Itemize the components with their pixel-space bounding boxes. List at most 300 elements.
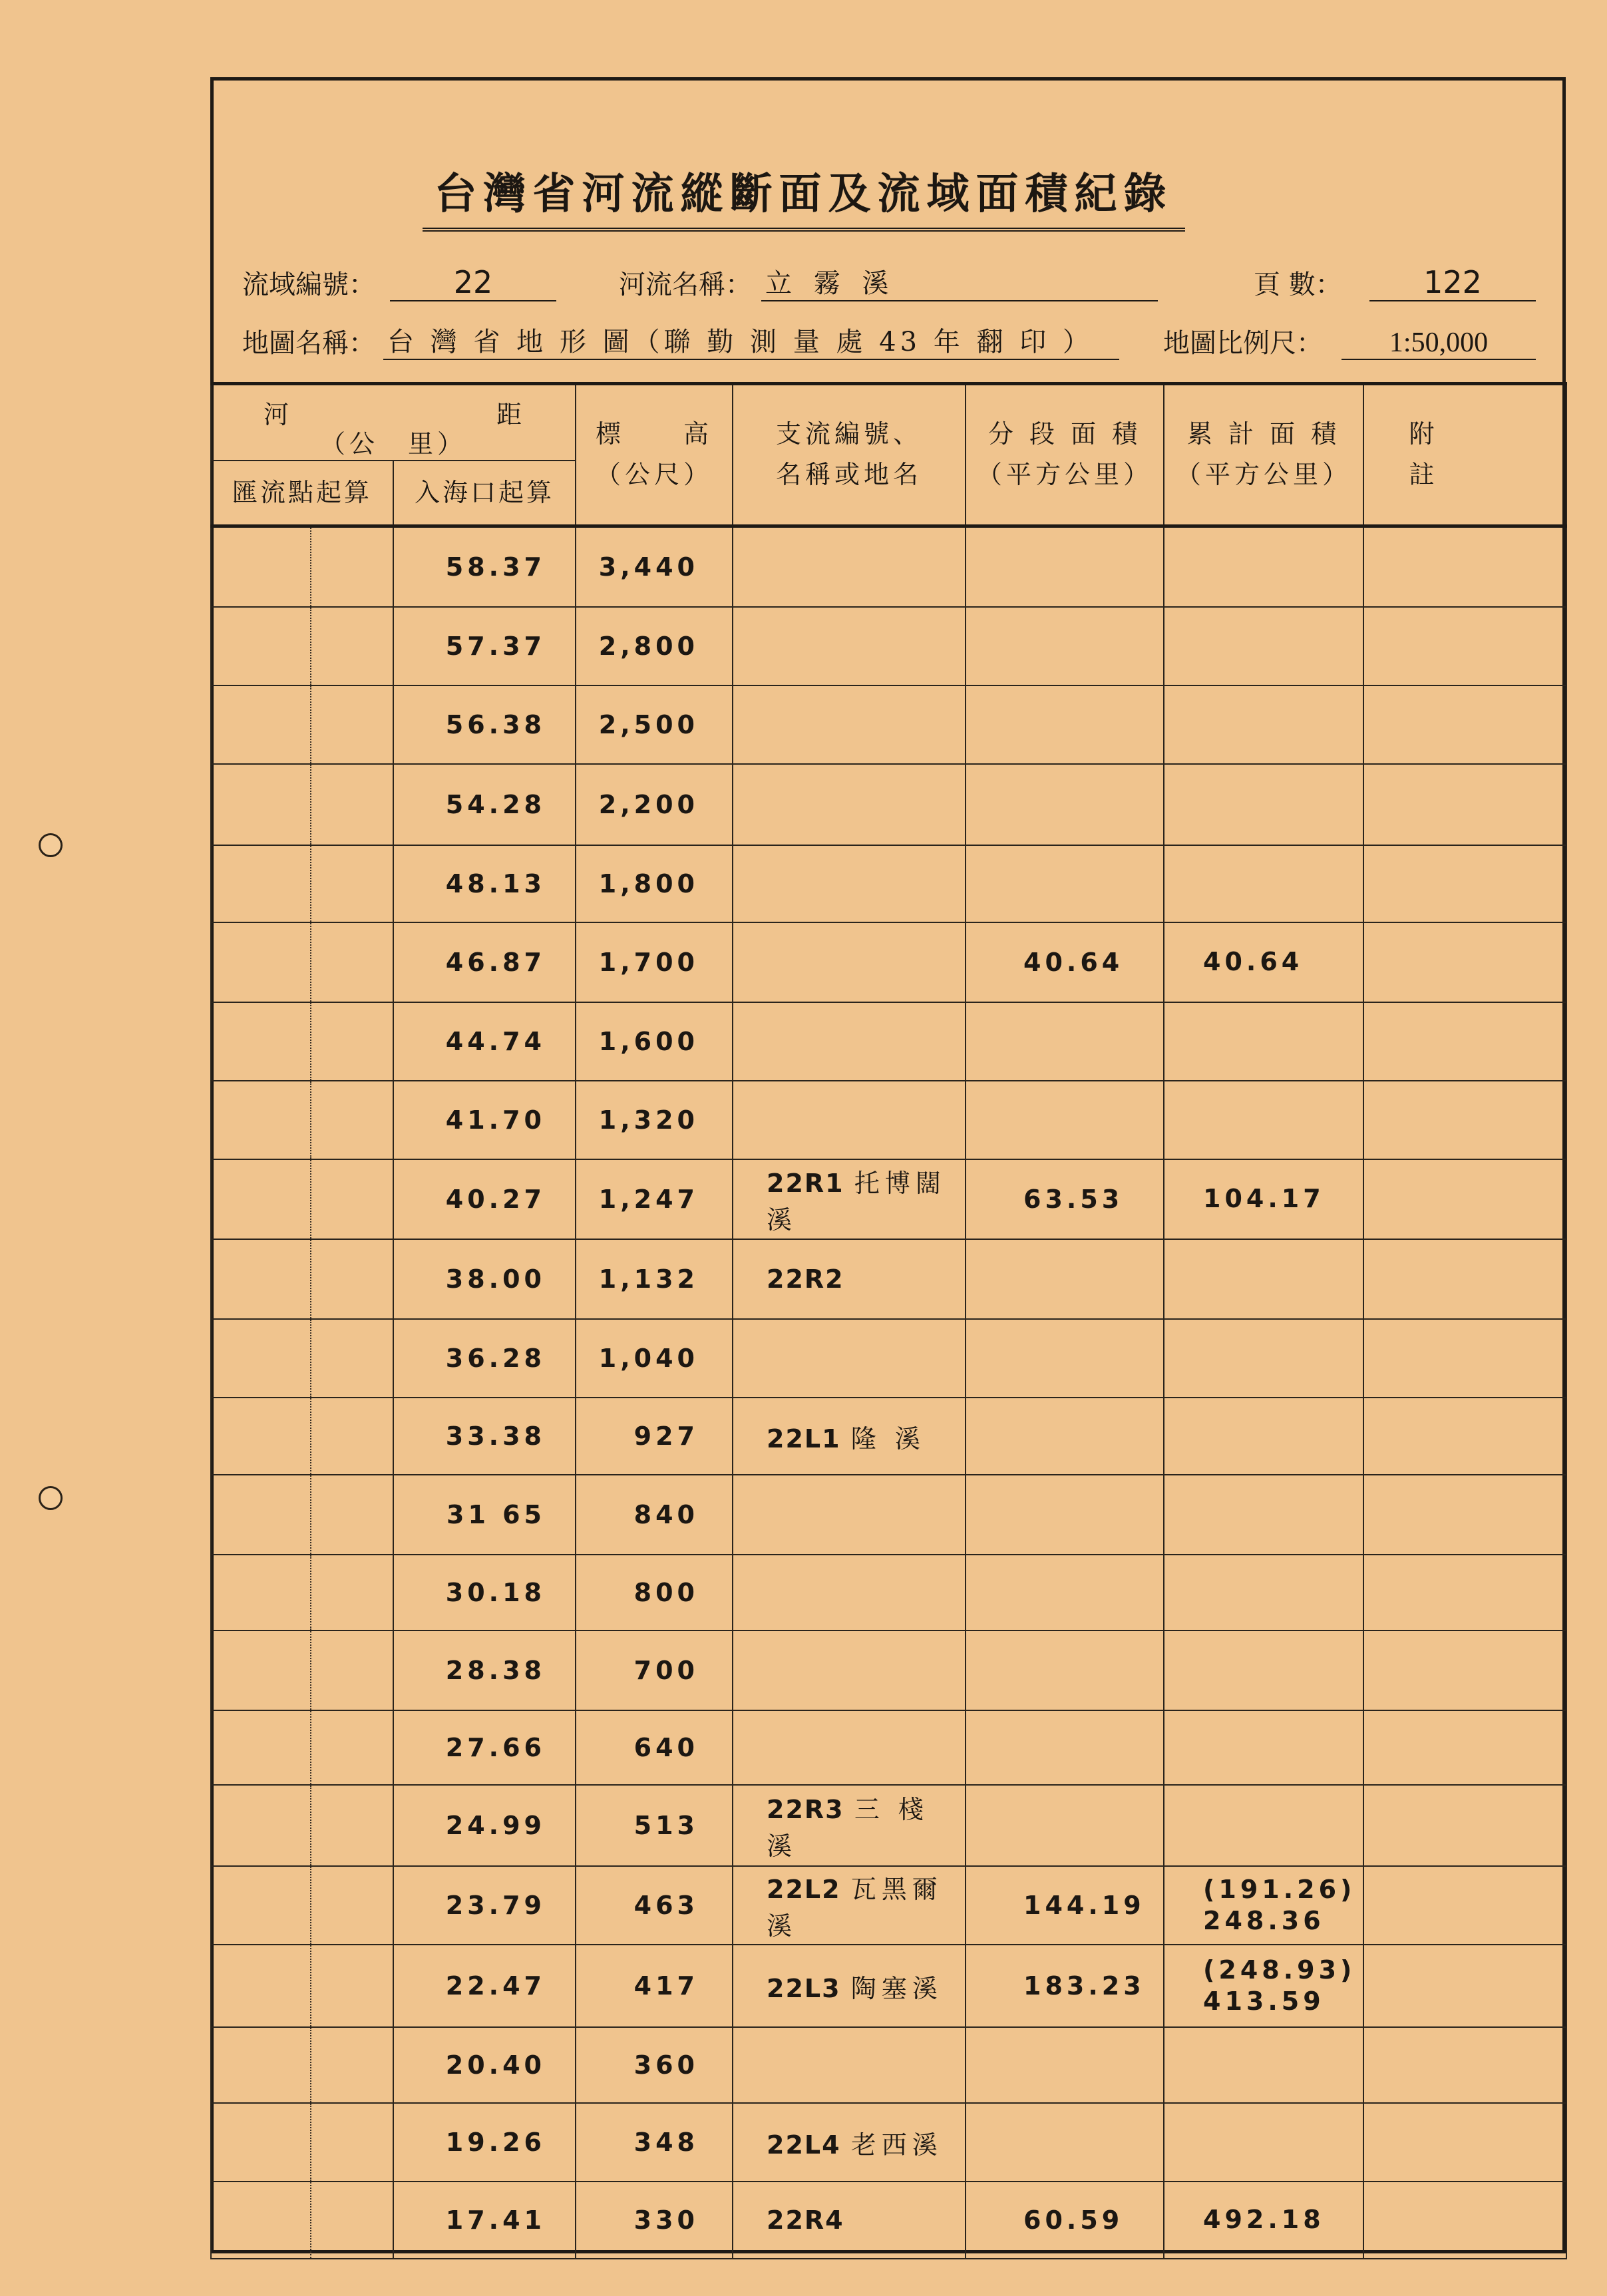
confluence-distance-decimal-cell <box>311 2182 393 2259</box>
confluence-distance-cell <box>211 1945 311 2027</box>
cumulative-area-cell <box>1164 1398 1363 1475</box>
mouth-distance-cell <box>393 2027 576 2103</box>
table-row <box>211 1630 1566 1710</box>
cumulative-area-header-label: 累 計 面 積 <box>1186 419 1341 449</box>
mouth-distance-cell <box>393 1475 576 1555</box>
confluence-distance-decimal-cell <box>311 1630 393 1710</box>
segment-area-cell <box>966 607 1164 685</box>
table-row <box>211 526 1566 607</box>
remarks-cell <box>1363 1475 1566 1555</box>
cumulative-area-cell <box>1164 1945 1363 2027</box>
cumulative-area-cell <box>1164 1475 1363 1555</box>
mouth-distance-value: 27.66 <box>445 1733 546 1762</box>
confluence-distance-cell <box>211 922 311 1002</box>
tributary-cell <box>733 845 966 922</box>
tributary-cell <box>733 1555 966 1630</box>
confluence-distance-decimal-cell <box>311 1159 393 1239</box>
confluence-distance-decimal-cell <box>311 1555 393 1630</box>
confluence-distance-cell <box>211 2182 311 2259</box>
segment-area-value: 60.59 <box>1023 2205 1124 2235</box>
table-row <box>211 1475 1566 1555</box>
basin-no-label: 流域編號： <box>242 270 375 300</box>
elevation-value: 927 <box>633 1422 699 1451</box>
confluence-distance-decimal-cell <box>311 1081 393 1159</box>
mouth-distance-value: 23.79 <box>445 1891 546 1920</box>
table-row <box>211 1081 1566 1159</box>
page-title <box>0 160 1607 232</box>
tributary-cell <box>733 685 966 764</box>
segment-area-cell <box>966 1319 1164 1398</box>
elevation-header-label: 標 高 <box>595 419 713 449</box>
elevation-cell <box>576 1239 733 1319</box>
segment-area-value: 183.23 <box>1023 1971 1145 2001</box>
mouth-distance-cell <box>393 526 576 607</box>
mouth-distance-cell <box>393 1239 576 1319</box>
confluence-distance-cell <box>211 2027 311 2103</box>
mouth-distance-value: 30.18 <box>445 1578 546 1607</box>
remarks-cell <box>1363 1945 1566 2027</box>
map-scale-label: 地圖比例尺： <box>1163 328 1323 359</box>
mouth-distance-cell <box>393 764 576 845</box>
segment-area-cell <box>966 685 1164 764</box>
elevation-value: 800 <box>633 1578 699 1607</box>
segment-area-cell <box>966 2182 1164 2259</box>
segment-area-cell <box>966 1785 1164 1866</box>
segment-area-header <box>966 384 1164 526</box>
table-row <box>211 922 1566 1002</box>
tributary-cell <box>733 1945 966 2027</box>
mouth-distance-value: 28.38 <box>445 1656 546 1685</box>
elevation-cell <box>576 1785 733 1866</box>
elevation-value: 1,600 <box>598 1027 699 1056</box>
table-row <box>211 1866 1566 1945</box>
remarks-cell <box>1363 1555 1566 1630</box>
page-number-value: 122 <box>1369 264 1536 301</box>
confluence-distance-decimal-cell <box>311 1785 393 1866</box>
tributary-cell <box>733 764 966 845</box>
cumulative-area-cell <box>1164 845 1363 922</box>
confluence-distance-cell <box>211 607 311 685</box>
elevation-cell <box>576 1159 733 1239</box>
tributary-code: 22R1 <box>767 1169 844 1198</box>
confluence-distance-decimal-cell <box>311 526 393 607</box>
confluence-distance-decimal-cell <box>311 1710 393 1785</box>
elevation-value: 513 <box>633 1811 699 1840</box>
river-name-field <box>619 264 896 301</box>
cumulative-area-header <box>1164 384 1363 526</box>
cumulative-area-value: (191.26) <box>1203 1874 1356 1904</box>
cumulative-area-cell <box>1164 2027 1363 2103</box>
segment-area-cell <box>966 1081 1164 1159</box>
confluence-distance-decimal-cell <box>311 845 393 922</box>
confluence-distance-decimal-cell <box>311 1945 393 2027</box>
cumulative-area-value: 492.18 <box>1203 2205 1325 2235</box>
elevation-cell <box>576 1319 733 1398</box>
cumulative-area-cell <box>1164 1159 1363 1239</box>
segment-area-cell <box>966 1866 1164 1945</box>
elevation-value: 1,132 <box>598 1264 699 1294</box>
map-name-label: 地圖名稱： <box>242 328 375 359</box>
confluence-distance-cell <box>211 526 311 607</box>
tributary-cell <box>733 1002 966 1081</box>
table-row <box>211 1319 1566 1398</box>
elevation-value: 700 <box>633 1656 699 1685</box>
mouth-distance-value: 40.27 <box>445 1185 546 1214</box>
segment-area-cell <box>966 1630 1164 1710</box>
elevation-value: 3,440 <box>598 552 699 582</box>
tributary-cell <box>733 2103 966 2182</box>
confluence-distance-cell <box>211 2103 311 2182</box>
mouth-distance-value: 46.87 <box>445 948 546 977</box>
elevation-value: 2,200 <box>598 790 699 819</box>
mouth-distance-cell <box>393 845 576 922</box>
elevation-value: 1,040 <box>598 1344 699 1373</box>
remarks-cell <box>1363 1081 1566 1159</box>
tributary-cell <box>733 2182 966 2259</box>
remarks-cell <box>1363 1002 1566 1081</box>
mouth-distance-value: 57.37 <box>445 632 546 661</box>
confluence-distance-decimal-cell <box>311 922 393 1002</box>
segment-area-cell <box>966 764 1164 845</box>
confluence-distance-cell <box>211 1785 311 1866</box>
table-row <box>211 2182 1566 2259</box>
tributary-header <box>733 384 966 526</box>
mouth-distance-cell <box>393 1159 576 1239</box>
mouth-distance-cell <box>393 1398 576 1475</box>
elevation-cell <box>576 1945 733 2027</box>
elevation-header <box>576 384 733 526</box>
tributary-code: 22R3 <box>767 1795 844 1824</box>
river-distance-header-b: 距 <box>496 400 526 429</box>
binder-hole-top <box>39 833 63 857</box>
confluence-distance-cell <box>211 1002 311 1081</box>
tributary-name: 瓦黑爾溪 <box>767 1875 943 1941</box>
segment-area-cell <box>966 1710 1164 1785</box>
remarks-cell <box>1363 1239 1566 1319</box>
cumulative-area-value: 40.64 <box>1203 947 1304 977</box>
confluence-distance-decimal-cell <box>311 685 393 764</box>
mouth-distance-value: 44.74 <box>445 1027 546 1056</box>
segment-area-cell <box>966 922 1164 1002</box>
confluence-distance-cell <box>211 1475 311 1555</box>
confluence-distance-cell <box>211 1159 311 1239</box>
mouth-distance-cell <box>393 922 576 1002</box>
mouth-distance-value: 33.38 <box>445 1422 546 1451</box>
remarks-cell <box>1363 2103 1566 2182</box>
mouth-distance-value: 19.26 <box>445 2128 546 2157</box>
mouth-distance-value: 17.41 <box>445 2205 546 2235</box>
table-row <box>211 764 1566 845</box>
cumulative-area-cell <box>1164 1866 1363 1945</box>
mouth-distance-cell <box>393 685 576 764</box>
elevation-header-unit: （公尺） <box>595 460 713 490</box>
cumulative-area-cell <box>1164 526 1363 607</box>
river-distance-unit: （公 里） <box>319 429 466 459</box>
tributary-cell <box>733 922 966 1002</box>
cumulative-area-cell <box>1164 607 1363 685</box>
page-number-label: 頁 數： <box>1254 270 1342 300</box>
mouth-distance-value: 38.00 <box>445 1264 546 1294</box>
tributary-cell <box>733 2027 966 2103</box>
tributary-cell <box>733 1630 966 1710</box>
tributary-name: 托博闊溪 <box>767 1169 946 1235</box>
mouth-distance-value: 22.47 <box>445 1971 546 2001</box>
cumulative-area-cell <box>1164 1081 1363 1159</box>
mouth-distance-cell <box>393 1555 576 1630</box>
remarks-cell <box>1363 607 1566 685</box>
table-row <box>211 2027 1566 2103</box>
segment-area-cell <box>966 1239 1164 1319</box>
segment-area-cell <box>966 2103 1164 2182</box>
elevation-cell <box>576 845 733 922</box>
elevation-value: 2,800 <box>598 632 699 661</box>
mouth-distance-cell <box>393 2103 576 2182</box>
elevation-cell <box>576 1710 733 1785</box>
map-name-field <box>242 322 1093 360</box>
confluence-distance-cell <box>211 1319 311 1398</box>
confluence-distance-decimal-cell <box>311 1002 393 1081</box>
page-number-field <box>1254 264 1482 301</box>
confluence-distance-decimal-cell <box>311 1239 393 1319</box>
tributary-cell <box>733 1710 966 1785</box>
remarks-cell <box>1363 922 1566 1002</box>
confluence-distance-cell <box>211 1866 311 1945</box>
table-row <box>211 845 1566 922</box>
tributary-cell <box>733 1159 966 1239</box>
river-name-label: 河流名稱： <box>619 270 752 300</box>
mouth-distance-cell <box>393 2182 576 2259</box>
table-row <box>211 1945 1566 2027</box>
from-mouth-header: 入海口起算 <box>393 461 576 526</box>
basin-no-value: 22 <box>390 264 556 301</box>
elevation-value: 1,247 <box>598 1185 699 1214</box>
mouth-distance-value: 58.37 <box>445 552 546 582</box>
tributary-code: 22R4 <box>767 2205 844 2235</box>
table-row <box>211 1785 1566 1866</box>
elevation-cell <box>576 1866 733 1945</box>
segment-area-cell <box>966 2027 1164 2103</box>
remarks-cell <box>1363 1866 1566 1945</box>
segment-area-cell <box>966 1159 1164 1239</box>
basin-no-field <box>242 264 493 301</box>
cumulative-area-cell <box>1164 1555 1363 1630</box>
cumulative-area-cell <box>1164 922 1363 1002</box>
cumulative-area-cell <box>1164 1710 1363 1785</box>
tributary-name: 隆 溪 <box>850 1424 926 1453</box>
elevation-value: 348 <box>633 2128 699 2157</box>
segment-area-header-label: 分 段 面 積 <box>987 419 1142 449</box>
tributary-cell <box>733 1398 966 1475</box>
elevation-cell <box>576 1002 733 1081</box>
tributary-name: 陶塞溪 <box>850 1973 943 2003</box>
elevation-cell <box>576 2027 733 2103</box>
cumulative-area-cell <box>1164 1785 1363 1866</box>
cumulative-area-value-2: 248.36 <box>1203 1906 1325 1935</box>
binder-hole-bottom <box>39 1486 63 1510</box>
table-row <box>211 2103 1566 2182</box>
tributary-cell <box>733 1785 966 1866</box>
cumulative-area-cell <box>1164 2182 1363 2259</box>
elevation-cell <box>576 1475 733 1555</box>
segment-area-value: 63.53 <box>1023 1185 1124 1214</box>
remarks-cell <box>1363 685 1566 764</box>
confluence-distance-decimal-cell <box>311 607 393 685</box>
mouth-distance-value: 31 65 <box>446 1500 546 1529</box>
segment-area-cell <box>966 1398 1164 1475</box>
remarks-cell <box>1363 845 1566 922</box>
mouth-distance-value: 24.99 <box>445 1811 546 1840</box>
confluence-distance-cell <box>211 1398 311 1475</box>
tributary-code: 22L2 <box>767 1875 841 1904</box>
tributary-code: 22L3 <box>767 1973 841 2003</box>
remarks-cell <box>1363 2027 1566 2103</box>
river-distance-header-a: 河 <box>264 400 293 429</box>
tributary-name: 三 棧 溪 <box>767 1795 929 1861</box>
confluence-distance-decimal-cell <box>311 1398 393 1475</box>
tributary-cell <box>733 1319 966 1398</box>
remarks-header: 附註 <box>1363 384 1566 526</box>
cumulative-area-header-unit: （平方公里） <box>1176 460 1352 490</box>
segment-area-cell <box>966 1475 1164 1555</box>
table-row <box>211 607 1566 685</box>
remarks-cell <box>1363 1319 1566 1398</box>
segment-area-cell <box>966 845 1164 922</box>
cumulative-area-cell <box>1164 1002 1363 1081</box>
cumulative-area-cell <box>1164 1319 1363 1398</box>
tributary-cell <box>733 1239 966 1319</box>
tributary-name: 老西溪 <box>850 2130 943 2160</box>
mouth-distance-value: 54.28 <box>445 790 546 819</box>
remarks-cell <box>1363 1785 1566 1866</box>
tributary-cell <box>733 1475 966 1555</box>
cumulative-area-cell <box>1164 1630 1363 1710</box>
cumulative-area-cell <box>1164 685 1363 764</box>
remarks-cell <box>1363 764 1566 845</box>
mouth-distance-value: 20.40 <box>445 2050 546 2080</box>
tributary-header-label2: 名稱或地名 <box>775 460 922 490</box>
elevation-cell <box>576 607 733 685</box>
elevation-value: 463 <box>633 1891 699 1920</box>
elevation-cell <box>576 1398 733 1475</box>
cumulative-area-value-2: 413.59 <box>1203 1987 1325 2016</box>
elevation-value: 1,800 <box>598 869 699 898</box>
elevation-cell <box>576 2182 733 2259</box>
elevation-value: 1,700 <box>598 948 699 977</box>
elevation-value: 330 <box>633 2205 699 2235</box>
tributary-code: 22L4 <box>767 2130 841 2160</box>
confluence-distance-decimal-cell <box>311 1866 393 1945</box>
mouth-distance-value: 56.38 <box>445 710 546 739</box>
elevation-value: 1,320 <box>598 1105 699 1135</box>
segment-area-header-unit: （平方公里） <box>977 460 1153 490</box>
table-row <box>211 1159 1566 1239</box>
table-row <box>211 1002 1566 1081</box>
elevation-value: 417 <box>633 1971 699 2001</box>
segment-area-value: 144.19 <box>1023 1891 1145 1920</box>
record-rows <box>211 526 1566 2259</box>
mouth-distance-cell <box>393 1710 576 1785</box>
cumulative-area-value: 104.17 <box>1203 1184 1325 1214</box>
table-row <box>211 685 1566 764</box>
confluence-distance-cell <box>211 1239 311 1319</box>
mouth-distance-cell <box>393 1785 576 1866</box>
cumulative-area-cell <box>1164 764 1363 845</box>
tributary-cell <box>733 1866 966 1945</box>
segment-area-cell <box>966 1945 1164 2027</box>
elevation-value: 840 <box>633 1500 699 1529</box>
elevation-cell <box>576 2103 733 2182</box>
river-name-value: 立 霧 溪 <box>761 262 1158 301</box>
remarks-cell <box>1363 1398 1566 1475</box>
confluence-distance-cell <box>211 764 311 845</box>
mouth-distance-cell <box>393 1002 576 1081</box>
remarks-cell <box>1363 2182 1566 2259</box>
record-table <box>210 382 1567 2259</box>
mouth-distance-value: 36.28 <box>445 1344 546 1373</box>
elevation-cell <box>576 685 733 764</box>
mouth-distance-value: 48.13 <box>445 869 546 898</box>
tributary-code: 22R2 <box>767 1264 844 1294</box>
river-distance-header <box>211 384 576 461</box>
confluence-distance-decimal-cell <box>311 2103 393 2182</box>
tributary-cell <box>733 607 966 685</box>
map-scale-value: 1:50,000 <box>1341 327 1536 360</box>
confluence-distance-decimal-cell <box>311 2027 393 2103</box>
segment-area-cell <box>966 1002 1164 1081</box>
elevation-value: 360 <box>633 2050 699 2080</box>
elevation-value: 640 <box>633 1733 699 1762</box>
cumulative-area-cell <box>1164 2103 1363 2182</box>
mouth-distance-cell <box>393 1866 576 1945</box>
remarks-cell <box>1363 1710 1566 1785</box>
remarks-cell <box>1363 526 1566 607</box>
map-name-value: 台 灣 省 地 形 圖（聯 勤 測 量 處 43 年 翻 印 ） <box>383 321 1119 360</box>
confluence-distance-decimal-cell <box>311 1475 393 1555</box>
confluence-distance-decimal-cell <box>311 764 393 845</box>
tributary-cell <box>733 526 966 607</box>
table-row <box>211 1710 1566 1785</box>
table-row <box>211 1555 1566 1630</box>
segment-area-cell <box>966 526 1164 607</box>
map-scale-field <box>1163 322 1489 360</box>
cumulative-area-value: (248.93) <box>1203 1955 1356 1985</box>
elevation-cell <box>576 1630 733 1710</box>
from-confluence-header: 匯流點起算 <box>211 461 393 526</box>
elevation-cell <box>576 922 733 1002</box>
elevation-cell <box>576 526 733 607</box>
confluence-distance-decimal-cell <box>311 1319 393 1398</box>
tributary-code: 22L1 <box>767 1424 841 1453</box>
mouth-distance-cell <box>393 607 576 685</box>
elevation-value: 2,500 <box>598 710 699 739</box>
tributary-header-label: 支流編號、 <box>775 419 922 449</box>
table-row <box>211 1239 1566 1319</box>
confluence-distance-cell <box>211 685 311 764</box>
confluence-distance-cell <box>211 1081 311 1159</box>
remarks-cell <box>1363 1630 1566 1710</box>
segment-area-cell <box>966 1555 1164 1630</box>
mouth-distance-value: 41.70 <box>445 1105 546 1135</box>
confluence-distance-cell <box>211 845 311 922</box>
mouth-distance-cell <box>393 1945 576 2027</box>
cumulative-area-cell <box>1164 1239 1363 1319</box>
segment-area-value: 40.64 <box>1023 948 1124 977</box>
confluence-distance-cell <box>211 1555 311 1630</box>
elevation-cell <box>576 764 733 845</box>
mouth-distance-cell <box>393 1630 576 1710</box>
mouth-distance-cell <box>393 1319 576 1398</box>
elevation-cell <box>576 1555 733 1630</box>
